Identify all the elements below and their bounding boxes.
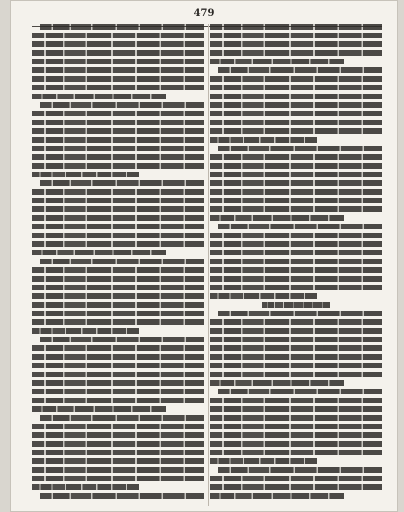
- text-line: [210, 85, 382, 91]
- text-line: [32, 154, 204, 160]
- text-line: [210, 94, 382, 100]
- text-line: [210, 137, 317, 143]
- text-line: [210, 198, 382, 204]
- text-line: [32, 215, 204, 221]
- text-line: [210, 493, 344, 499]
- text-line: [210, 128, 382, 134]
- text-line: [40, 102, 204, 108]
- text-line: [210, 398, 382, 404]
- text-line: [32, 76, 204, 82]
- text-line: [32, 441, 204, 447]
- text-line: [210, 41, 382, 47]
- text-line: [210, 293, 317, 299]
- text-line: [40, 493, 204, 499]
- text-line: [210, 189, 382, 195]
- text-line: [32, 389, 204, 395]
- text-line: [32, 363, 204, 369]
- text-line: [218, 467, 382, 473]
- text-line: [32, 398, 204, 404]
- text-line: [32, 406, 166, 412]
- text-line: [210, 337, 382, 343]
- text-line: [32, 206, 204, 212]
- text-line: [32, 276, 204, 282]
- text-line: [218, 67, 382, 73]
- text-line: [210, 372, 382, 378]
- text-line: [32, 476, 204, 482]
- text-line: [32, 111, 204, 117]
- text-line: [210, 215, 344, 221]
- text-line: [32, 467, 204, 473]
- text-line: [32, 354, 204, 360]
- text-line: [32, 311, 204, 317]
- text-line: [210, 328, 382, 334]
- text-line: [32, 484, 139, 490]
- text-line: [32, 345, 204, 351]
- text-line: [32, 128, 204, 134]
- text-line: [32, 59, 204, 65]
- text-line: [32, 172, 139, 178]
- text-line: [210, 441, 382, 447]
- text-line: [32, 372, 204, 378]
- text-line: [210, 450, 382, 456]
- text-line: [32, 94, 166, 100]
- text-line: [210, 76, 382, 82]
- text-line: [218, 311, 382, 317]
- text-line: [210, 476, 382, 482]
- text-line: [32, 319, 204, 325]
- text-line: [210, 120, 382, 126]
- text-line: [210, 285, 382, 291]
- text-line: [40, 337, 204, 343]
- page-header: [10, 8, 398, 22]
- document-page: [10, 0, 398, 512]
- text-line: [32, 250, 166, 256]
- text-line: [32, 41, 204, 47]
- text-line: [210, 458, 317, 464]
- text-line: [32, 33, 204, 39]
- text-line: [32, 302, 204, 308]
- column-divider: [208, 24, 209, 506]
- left-column: [32, 24, 204, 506]
- text-line: [32, 233, 204, 239]
- text-line: [210, 259, 382, 265]
- text-line: [210, 267, 382, 273]
- text-line: [218, 224, 382, 230]
- text-line: [210, 380, 344, 386]
- text-line: [210, 484, 382, 490]
- text-line: [32, 458, 204, 464]
- text-line: [32, 120, 204, 126]
- right-column: [210, 24, 382, 506]
- text-line: [32, 328, 139, 334]
- text-line: [32, 432, 204, 438]
- page-number: 479: [193, 8, 215, 19]
- text-line: [210, 206, 382, 212]
- text-line: [262, 302, 331, 308]
- text-line: [32, 293, 204, 299]
- text-line: [32, 424, 204, 430]
- text-line: [210, 345, 382, 351]
- text-line: [32, 450, 204, 456]
- text-line: [210, 241, 382, 247]
- text-line: [210, 24, 382, 30]
- text-line: [218, 146, 382, 152]
- text-line: [210, 250, 382, 256]
- text-line: [40, 24, 204, 30]
- text-line: [210, 59, 344, 65]
- text-line: [32, 67, 204, 73]
- text-line: [210, 50, 382, 56]
- text-line: [40, 259, 204, 265]
- text-line: [210, 415, 382, 421]
- text-line: [40, 180, 204, 186]
- text-line: [32, 241, 204, 247]
- text-line: [210, 276, 382, 282]
- text-line: [32, 380, 204, 386]
- text-line: [210, 180, 382, 186]
- text-line: [210, 363, 382, 369]
- text-line: [210, 154, 382, 160]
- text-columns: [32, 24, 382, 506]
- text-line: [210, 432, 382, 438]
- text-line: [32, 85, 204, 91]
- text-line: [32, 224, 204, 230]
- text-line: [210, 424, 382, 430]
- text-line: [32, 137, 204, 143]
- text-line: [210, 102, 382, 108]
- text-line: [210, 172, 382, 178]
- text-line: [210, 319, 382, 325]
- text-line: [32, 189, 204, 195]
- text-line: [210, 33, 382, 39]
- text-line: [32, 146, 204, 152]
- text-line: [210, 354, 382, 360]
- text-line: [40, 415, 204, 421]
- text-line: [32, 285, 204, 291]
- text-line: [32, 267, 204, 273]
- text-line: [32, 163, 204, 169]
- text-line: [210, 163, 382, 169]
- text-line: [210, 111, 382, 117]
- text-line: [32, 198, 204, 204]
- text-line: [32, 50, 204, 56]
- text-line: [218, 389, 382, 395]
- text-line: [210, 233, 382, 239]
- text-line: [210, 406, 382, 412]
